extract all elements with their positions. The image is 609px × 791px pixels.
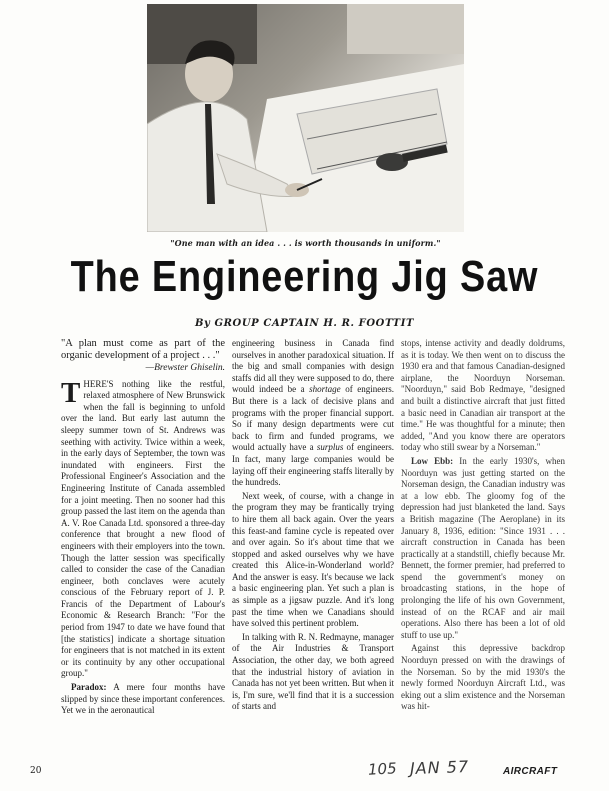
paragraph — [61, 376, 225, 680]
column-3 — [401, 338, 565, 715]
photo-caption: "One man with an idea . . . is worth thousands in uniform." — [170, 238, 441, 248]
paragraph — [61, 682, 225, 717]
handwritten-date: JAN 57 — [409, 756, 470, 779]
background-wall — [347, 4, 464, 54]
engineer-at-drafting-table-illustration — [147, 4, 464, 232]
subhead: Low Ebb: — [411, 455, 454, 466]
emphasis: shortage — [309, 384, 341, 395]
article-byline: By GROUP CAPTAIN H. R. FOOTTIT — [194, 318, 415, 329]
drop-cap: T — [61, 376, 81, 409]
paragraph: Against this depressive backdrop Noorduyn pressed on with the drawings of the Norseman. So by the mid 1930's the newly formed Noorduyn Aircraft Ltd., was eking out a slim existence and the Norseman was hit- — [401, 643, 565, 712]
paragraph-text: engineering business in Canada find ourselves in another paradoxical situation. If the big and small companies with design staffs did all they were supposed to do, there would indeed be a — [232, 338, 394, 395]
column-2 — [232, 338, 394, 715]
paragraph: Next week, of course, with a change in the program they may be frantically trying to hire them all back again. Over the years this feast-and famine cycle is repeated over and over again. So it's about time that we stopped and asked ourselves why we have created this Alice-in-Wonderland world? And the answer is easy. It's because we lack a basic engineering plan. Yet such a plan is as simple as a jigsaw puzzle. And it's long past the time when we Canadians should have solved this pertinent problem. — [232, 490, 394, 629]
page-number: 20 — [30, 766, 42, 776]
handwritten-number: 105 — [367, 759, 398, 779]
paragraph: stops, intense activity and deadly doldrums, as it is today. We then went on to discuss the 1930 era and that famous Canadian-designed airplane, the Noorduyn Norseman. "Noorduyn," said Bob Redmaye, "designed and built a distinctive aircraft that just fitted a basic need in Canadian air transport at the time." He was thoughtful for a minute; then added, "And you know there are operators today who still swear by a Norseman." — [401, 338, 565, 453]
epigraph: "A plan must come as part of the organic development of a project . . ." — [61, 338, 225, 361]
publication-name: AIRCRAFT — [503, 766, 558, 777]
paragraph-text: In the early 1930's, when Noorduyn was just getting started on the Norseman design, the Canadian industry was at a low ebb. The gloomy fog of the depression had just blanketed the land. Says a British magazine (The Aeroplane) in its January 8, 1936, edition: "Since 1931 . . . aircraft construction in Canada has been practically at a standstill, chiefly because Mr. Bennett, the former premier, had preferred to spend the government's money on broadcasting stations, in the hope of prolonging the life of his own Government, instead of on the RCAF and air mail operations. Also there has been a lot of old stuff to use up." — [401, 455, 565, 640]
epigraph-attribution: —Brewster Ghiselin. — [145, 363, 225, 373]
column-1 — [61, 338, 225, 719]
paragraph: In talking with R. N. Redmayne, manager of the Air Industries & Transport Association, the other day, we both agreed that the industrial history of aviation in Canada has not yet been written. But when it is, I'm sure, we'll find that it is a succession of starts and — [232, 631, 394, 712]
paragraph-text: HERE'S nothing like the restful, relaxed atmosphere of New Brunswick when the fall is beginning to unfold over the land. But early last autumn the sleepy summer town of St. Andrews was seething with activity. Twice within a week, in the early days of September, the town was inundated with engineers. First the Professional Engineer's Association and the Engineering Institute of Canada assembled for a joint meeting. Then no sooner had this group passed the last item on the agenda than A. V. Roe Canada Ltd. sponsored a three-day conference that brought a new flood of engineers with their employers into the town. Though the latter session was specifically called to consider the case of the Canadian engineer, both conclaves were acutely conscious of the February report of J. P. Francis of the Department of Labour's Economic & Research Branch: "For the period from 1947 to date we have found that [the statistics] indicate a shortage situation for engineers that is not matched in its extent or its continuity by any other occupational group." — [61, 378, 225, 679]
paragraph — [232, 338, 394, 489]
subhead: Paradox: — [71, 682, 107, 693]
paragraph-text: A mere four months have slipped by since these important conferences. Yet we in the aeronautical — [61, 682, 225, 716]
article-photo — [147, 4, 464, 232]
paragraph-text: of engineers. In fact, many large companies would be laying off their engineering staffs literally by the hundreds. — [232, 442, 394, 488]
paragraph — [401, 456, 565, 642]
paragraph-text: of engineers. But there is a lack of decisive plans and programs with the proper financial support. So if many design departments were cut back to firm and funded programs, we would actually have a — [232, 384, 394, 453]
article-title: The Engineering Jig Saw — [70, 252, 539, 301]
emphasis: surplus — [316, 442, 344, 453]
